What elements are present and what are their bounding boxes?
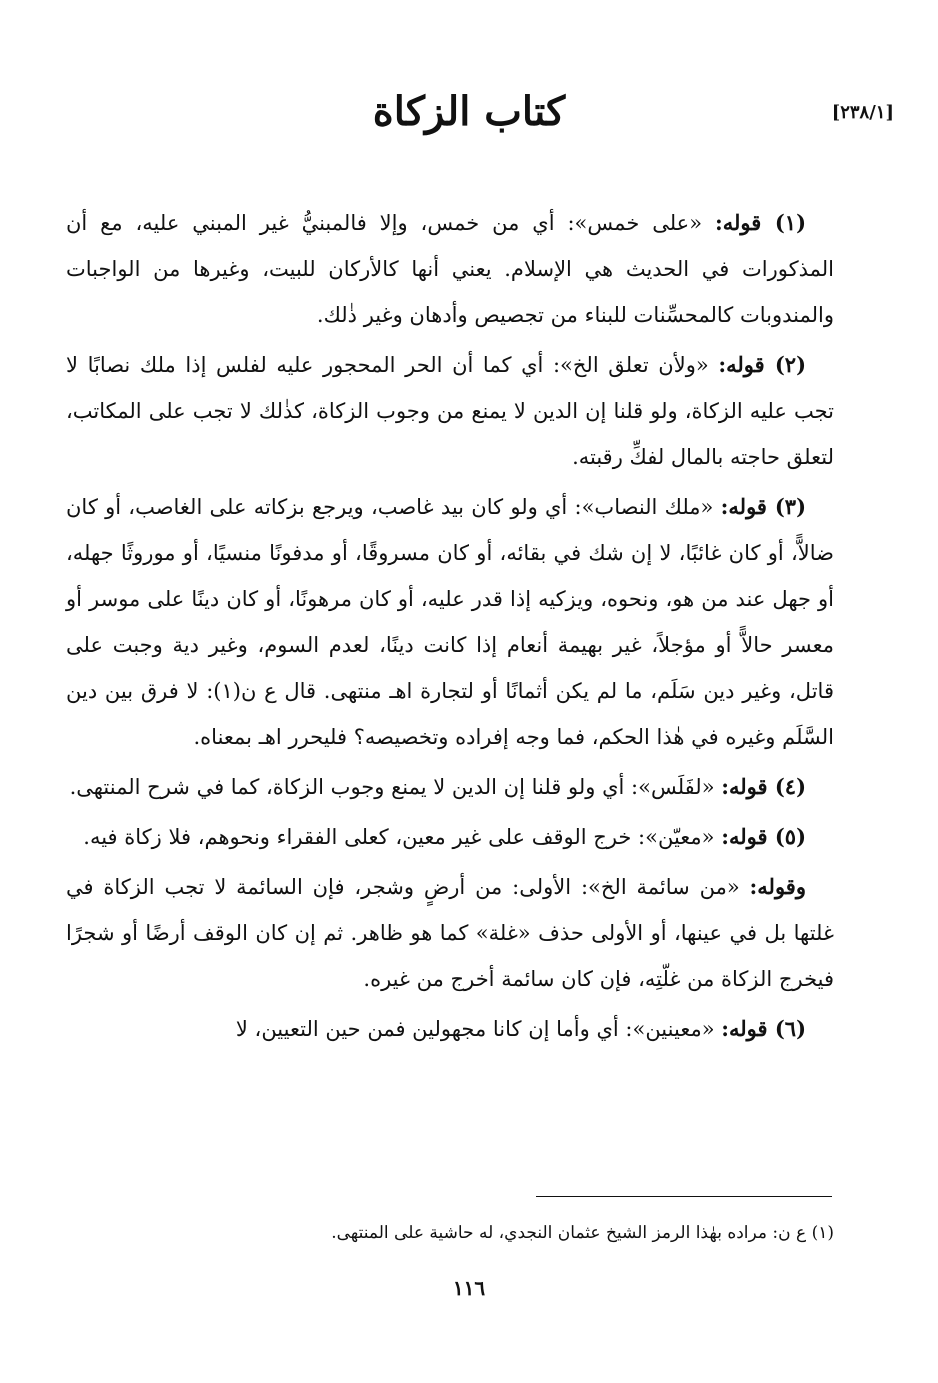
note-3 xyxy=(66,484,834,760)
page-number: ١١٦ xyxy=(452,1276,486,1300)
note-2 xyxy=(66,342,834,480)
note-text: «لفَلَس»: أي ولو قلنا إن الدين لا يمنع وجوب الزكاة، كما في شرح المنتهى. xyxy=(69,775,715,799)
page-header xyxy=(0,88,938,148)
note-6 xyxy=(66,1006,834,1052)
note-1 xyxy=(66,200,834,338)
note-5 xyxy=(66,814,834,860)
note-marker: (٥) قوله: xyxy=(721,824,806,849)
chapter-title: كتاب الزكاة xyxy=(372,88,566,135)
note-marker: وقوله: xyxy=(749,874,806,899)
note-4 xyxy=(66,764,834,810)
note-marker: (٤) قوله: xyxy=(721,774,806,799)
note-text: «ملك النصاب»: أي ولو كان بيد غاصب، ويرجع بزكاته على الغاصب، أو كان ضالاًّ، أو كان غائبًا، لا إن شك في بقائه، أو كان مسروقًا، أو مدفونًا منسيًا، أو موروثًا جهله، أو جهل عند من هو، ونحوه، ويزكيه إذا قدر عليه، أو كان مرهونًا، أو كان دينًا على موسر أو معسر حالاًّ أو مؤجلاً، غير بهيمة أنعام إذا كانت دينًا، لعدم السوم، وغير دية وجبت على قاتل، وغير دين سَلَم، ما لم يكن أثمانًا أو لتجارة اهـ منتهى. قال ع ن(١): لا فرق بين دين السَّلَم وغيره في هٰذا الحكم، فما وجه إفراده وتخصيصه؟ فليحرر اهـ بمعناه. xyxy=(66,495,834,749)
note-text: «معينين»: أي وأما إن كانا مجهولين فمن حين التعيين، لا xyxy=(235,1017,715,1041)
note-marker: (٣) قوله: xyxy=(720,494,806,519)
note-5b xyxy=(66,864,834,1002)
note-marker: (٢) قوله: xyxy=(718,352,807,377)
note-marker: (١) قوله: xyxy=(714,210,806,235)
footnote-divider xyxy=(536,1196,832,1197)
note-text: «ولأن تعلق الخ»: أي كما أن الحر المحجور عليه لفلس إذا ملك نصابًا لا تجب عليه الزكاة، ولو قلنا إن الدين لا يمنع من وجوب الزكاة، كذٰلك لا تجب على المكاتب، لتعلق حاجته بالمال لفكِّ رقبته. xyxy=(66,353,834,469)
footnote: (١) ع ن: مراده بهٰذا الرمز الشيخ عثمان النجدي، له حاشية على المنتهى. xyxy=(331,1223,834,1243)
note-text: «من سائمة الخ»: الأولى: من أرضٍ وشجر، فإن السائمة لا تجب الزكاة في غلتها بل في عينها، أو الأولى حذف «غلة» كما هو ظاهر. ثم إن كان الوقف أرضًا أو شجرًا فيخرج الزكاة من غلّتِه، فإن كان سائمة أخرج من غيره. xyxy=(66,875,834,991)
commentary-body xyxy=(66,200,834,1056)
note-marker: (٦) قوله: xyxy=(721,1016,806,1041)
note-text: «معيّن»: خرج الوقف على غير معين، كعلى الفقراء ونحوهم، فلا زكاة فيه. xyxy=(83,825,715,849)
source-reference: [٢٣٨/١] xyxy=(831,102,894,123)
note-text: «على خمس»: أي من خمس، وإلا فالمبنيُّ غير المبني عليه، مع أن المذكورات في الحديث هي الإسلام. يعني أنها كالأركان للبيت، وغيرها من الواجبات والمندوبات كالمحسِّنات للبناء من تجصيص وأدهان وغير ذٰلك. xyxy=(66,211,834,327)
